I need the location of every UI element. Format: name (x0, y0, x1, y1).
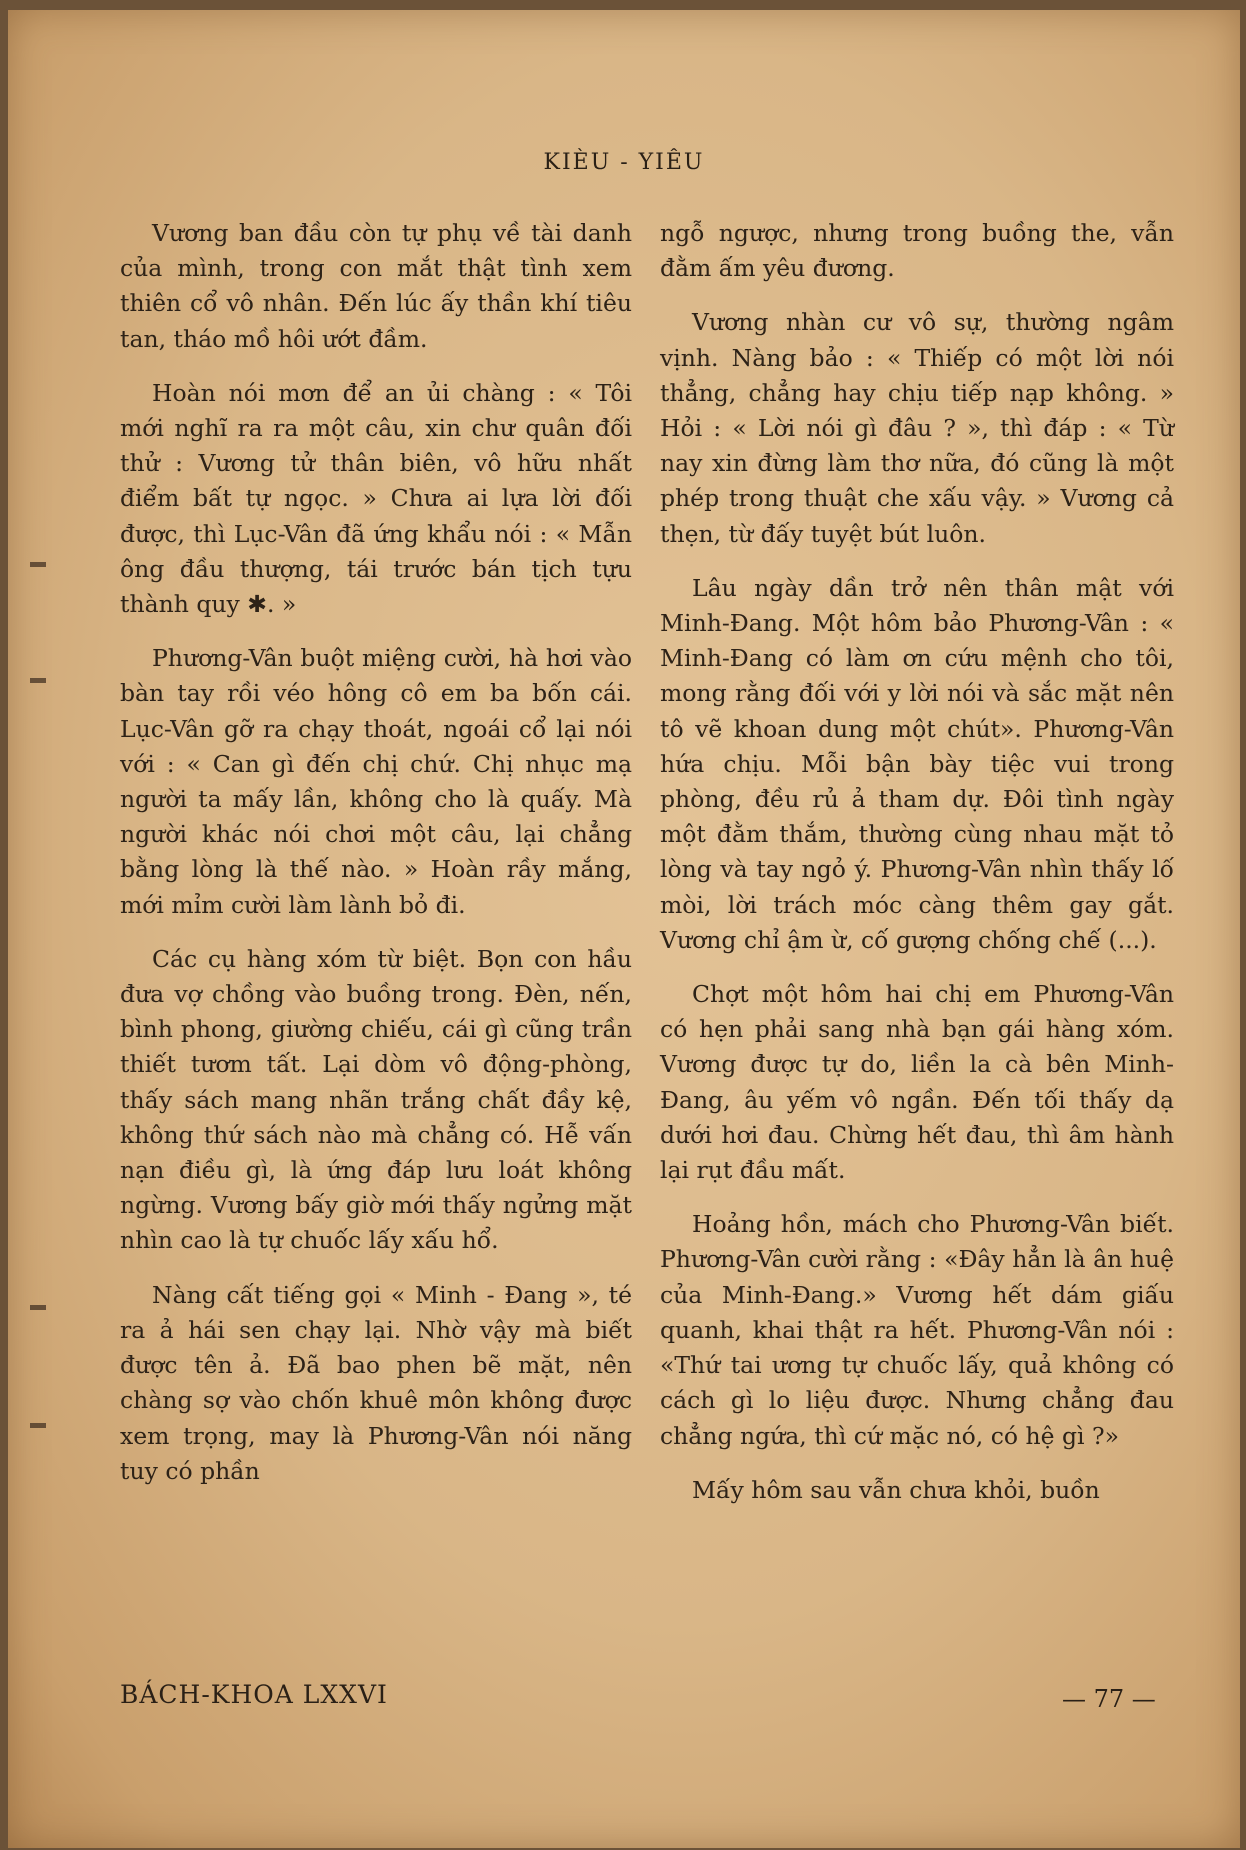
paragraph: Lâu ngày dần trở nên thân mật với Minh-Đang. Một hôm bảo Phương-Vân : « Minh-Đang có làm ơn cứu mệnh cho tôi, mong rằng đối với y lời nói và sắc mặt nên tô vẽ khoan dung một chút». Phương-Vân hứa chịu. Mỗi bận bày tiệc vui trong phòng, đều rủ ả tham dự. Đôi tình ngày một đằm thắm, thường cùng nhau mặt tỏ lòng và tay ngỏ ý. Phương-Vân nhìn thấy lố mòi, lời trách móc càng thêm gay gắt. Vương chỉ ậm ừ, cố gượng chống chế (...). (660, 573, 1174, 954)
paragraph: Các cụ hàng xóm từ biệt. Bọn con hầu đưa vợ chồng vào buồng trong. Đèn, nến, bình phong, giường chiếu, cái gì cũng trần thiết tươm tất. Lại dòm vô động-phòng, thấy sách mang nhãn trắng chất đầy kệ, không thứ sách nào mà chẳng có. Hễ vấn nạn điều gì, là ứng đáp lưu loát không ngừng. Vương bấy giờ mới thấy ngửng mặt nhìn cao là tự chuốc lấy xấu hổ. (120, 944, 632, 1255)
paragraph: Mấy hôm sau vẫn chưa khỏi, buồn (692, 1475, 1100, 1504)
right-text-column (660, 216, 1174, 1508)
left-text-column (120, 216, 632, 1489)
binding-mark (30, 1423, 46, 1428)
publication-name: BÁCH-KHOA LXXVI (120, 1680, 388, 1709)
paragraph: ngỗ ngược, nhưng trong buồng the, vẫn đằm ấm yêu đương. (660, 219, 1174, 283)
binding-mark (30, 562, 46, 567)
paragraph: Vương nhàn cư vô sự, thường ngâm vịnh. Nàng bảo : « Thiếp có một lời nói thẳng, chẳng hay chịu tiếp nạp không. » Hỏi : « Lời nói gì đâu ? », thì đáp : « Từ nay xin đừng làm thơ nữa, đó cũng là một phép trong thuật che xấu vậy. » Vương cả thẹn, từ đấy tuyệt bút luôn. (660, 308, 1174, 548)
binding-mark (30, 1305, 46, 1310)
page-number: — 77 — (1062, 1685, 1156, 1713)
book-page (8, 10, 1240, 1848)
running-header: KIÈU - YIÊU (543, 150, 705, 175)
paragraph: Hoàn nói mơn để an ủi chàng : « Tôi mới nghĩ ra ra một câu, xin chư quân đối thử : Vương tử thân biên, vô hữu nhất điểm bất tự ngọc. » Chưa ai lựa lời đối được, thì Lục-Vân đã ứng khẩu nói : « Mẫn ông đầu thượng, tái trước bán tịch tựu thành quy ✱. » (120, 378, 632, 619)
paragraph: Hoảng hồn, mách cho Phương-Vân biết. Phương-Vân cười rằng : «Đây hẳn là ân huệ của Minh-Đang.» Vương hết dám giấu quanh, khai thật ra hết. Phương-Vân nói : «Thứ tai ương tự chuốc lấy, quả không có cách gì lo liệu được. Nhưng chẳng đau chẳng ngứa, thì cứ mặc nó, có hệ gì ?» (660, 1210, 1174, 1450)
binding-mark (30, 678, 46, 683)
paragraph: Nàng cất tiếng gọi « Minh - Đang », té ra ả hái sen chạy lại. Nhờ vậy mà biết được tên ả. Đã bao phen bẽ mặt, nên chàng sợ vào chốn khuê môn không được xem trọng, may là Phương-Vân nói năng tuy có phần (120, 1280, 632, 1485)
paragraph: Phương-Vân buột miệng cười, hà hơi vào bàn tay rồi véo hông cô em ba bốn cái. Lục-Vân gỡ ra chạy thoát, ngoái cổ lại nói với : « Can gì đến chị chứ. Chị nhục mạ người ta mấy lần, không cho là quấy. Mà người khác nói chơi một câu, lại chẳng bằng lòng là thế nào. » Hoàn rầy mắng, mới mỉm cười làm lành bỏ đi. (120, 644, 632, 919)
paragraph: Vương ban đầu còn tự phụ về tài danh của mình, trong con mắt thật tình xem thiên cổ vô nhân. Đến lúc ấy thần khí tiêu tan, tháo mồ hôi ướt đầm. (120, 219, 632, 353)
paragraph: Chợt một hôm hai chị em Phương-Vân có hẹn phải sang nhà bạn gái hàng xóm. Vương được tự do, liền la cà bên Minh-Đang, âu yếm vô ngần. Đến tối thấy dạ dưới hơi đau. Chừng hết đau, thì âm hành lại rụt đầu mất. (660, 980, 1174, 1185)
